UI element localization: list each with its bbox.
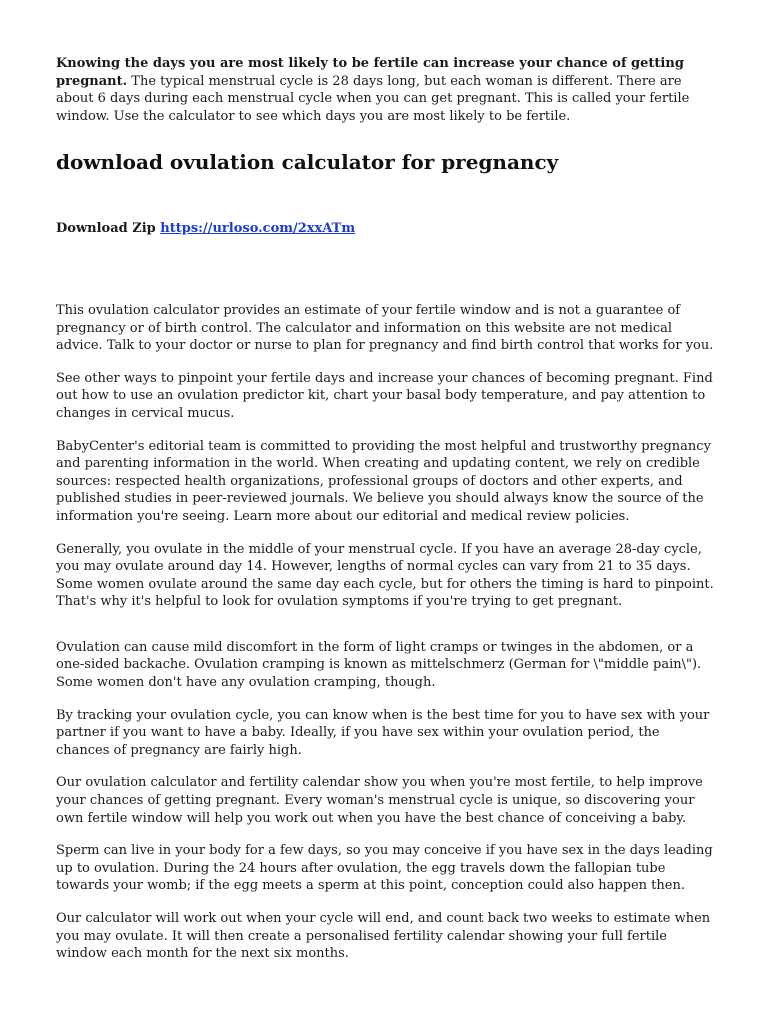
paragraph-discomfort: Ovulation can cause mild discomfort in the form of light cramps or twinges in the abdomen, or a one-sided backache. Ovulation cramping is known as mittelschmerz (German for \"middle pain\"). Some women don't have any ovulation cramping, though.: [56, 639, 702, 691]
download-label: Download Zip: [56, 221, 156, 237]
paragraph-calculator: Our calculator will work out when your cycle will end, and count back two weeks to estimate when you may ovulate. It will then create a personalised fertility calendar showing your full fertile window each month for the next six months.: [56, 911, 711, 962]
paragraph-disclaimer: This ovulation calculator provides an estimate of your fertile window and is not a guarantee of pregnancy or of birth control. The calculator and information on this website are not medical advice. Talk to your doctor or nurse to plan for pregnancy and find birth control that works for you.: [56, 302, 714, 354]
page-title: download ovulation calculator for pregnancy: [56, 150, 559, 175]
paragraph-ovulate-middle: Generally, you ovulate in the middle of your menstrual cycle. If you have an average 28-day cycle, you may ovulate around day 14. However, lengths of normal cycles can vary from 21 to 35 days. Some women ovulate around the same day each cycle, but for others the timing is hard to pinpoint. That's why it's helpful to look for ovulation symptoms if you're trying to get pregnant.: [56, 541, 714, 610]
download-line: [56, 220, 714, 238]
paragraph-other-ways: See other ways to pinpoint your fertile days and increase your chances of becoming pregnant. Find out how to use an ovulation predictor kit, chart your basal body temperature, and pay attention to changes in cervical mucus.: [56, 370, 713, 421]
intro-paragraph: [56, 55, 714, 125]
intro-bold-text: Knowing the days you are most likely to be fertile can increase your chance of getting pregnant.: [56, 56, 684, 89]
paragraph-editorial: BabyCenter's editorial team is committed to providing the most helpful and trustworthy pregnancy and parenting information in the world. When creating and updating content, we rely on credible sources: respected health organizations, professional groups of doctors and other experts, and published studies in peer-reviewed journals. We believe you should always know the source of the information you're seeing. Learn more about our editorial and medical review policies.: [56, 438, 711, 524]
paragraph-calendar: Our ovulation calculator and fertility calendar show you when you're most fertile, to help improve your chances of getting pregnant. Every woman's menstrual cycle is unique, so discovering your own fertile window will help you work out when you have the best chance of conceiving a baby.: [56, 775, 703, 826]
paragraph-sperm: Sperm can live in your body for a few days, so you may conceive if you have sex in the days leading up to ovulation. During the 24 hours after ovulation, the egg travels down the fallopian tube towards your womb; if the egg meets a sperm at this point, conception could also happen then.: [56, 843, 713, 894]
paragraph-tracking: By tracking your ovulation cycle, you can know when is the best time for you to have sex with your partner if you want to have a baby. Ideally, if you have sex within your ovulation period, the chances of pregnancy are fairly high.: [56, 707, 710, 758]
intro-text: The typical menstrual cycle is 28 days long, but each woman is different. There are about 6 days during each menstrual cycle when you can get pregnant. This is called your fertile window. Use the calculator to see which days you are most likely to be fertile.: [56, 73, 690, 124]
download-link[interactable]: https://urloso.com/2xxATm: [160, 221, 356, 237]
